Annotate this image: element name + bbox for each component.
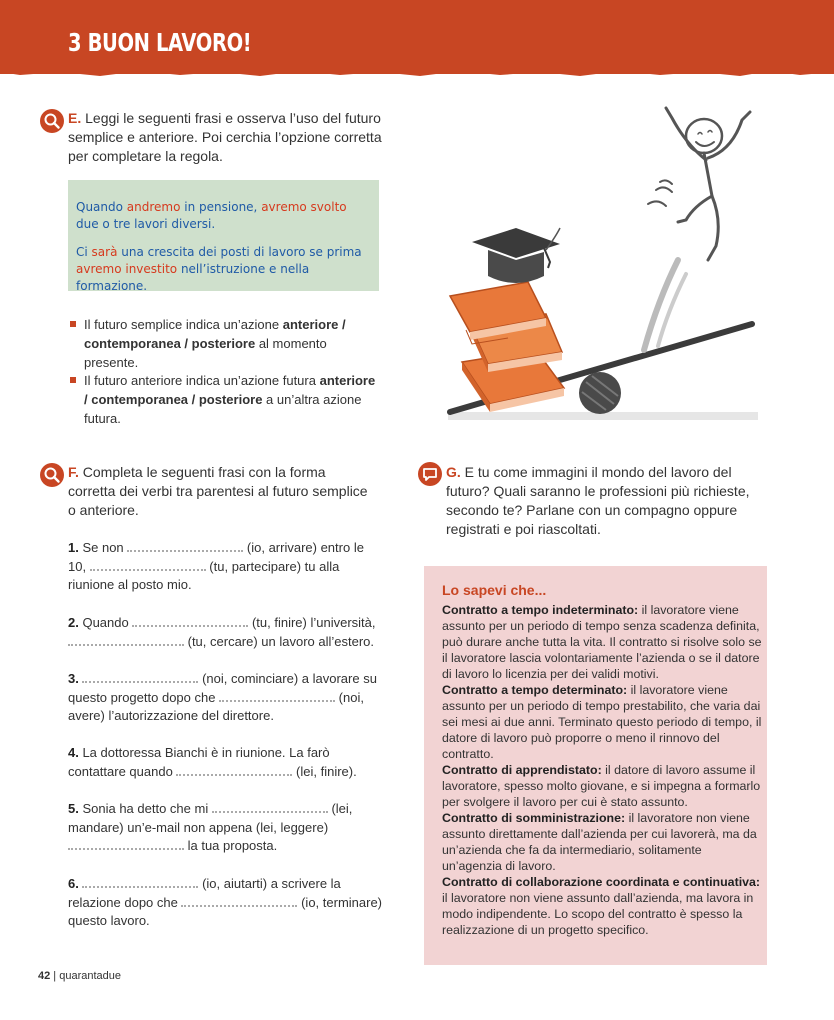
- answer-blank[interactable]: [68, 837, 184, 850]
- item-text: (io, aiutarti) a scrivere la relazione dopo che: [68, 876, 341, 910]
- answer-blank[interactable]: [90, 558, 206, 571]
- contract-term: Contratto a tempo indeterminato:: [442, 603, 639, 617]
- exercise-e-text: Leggi le seguenti frasi e osserva l’uso del futuro semplice e anteriore. Poi cerchia l’opzione corretta per completare la regola.: [68, 110, 382, 164]
- answer-blank[interactable]: [212, 800, 328, 813]
- item-text: (io, arrivare) entro le 10,: [68, 540, 364, 574]
- info-box-title: Lo sapevi che...: [442, 582, 547, 598]
- exercise-f-letter: F.: [68, 464, 79, 480]
- item-text: (io, terminare) questo lavoro.: [68, 894, 383, 929]
- exercise-item: [68, 670, 382, 726]
- bullet-marker: [70, 321, 76, 327]
- verb-highlight: sarà: [91, 245, 118, 259]
- exercise-e-instruction: [68, 109, 386, 166]
- sentence-text: in pensione,: [180, 200, 262, 214]
- sentence-text: una crescita dei posti di lavoro se prima: [117, 245, 362, 259]
- answer-blank[interactable]: [68, 633, 184, 646]
- exercise-item: [68, 539, 382, 595]
- item-text: Quando: [78, 615, 133, 630]
- contract-description: il lavoratore viene assunto per un periodo di tempo senza scadenza definita, può durare anche tutta la vita. Il contratto si risolve solo se il lavoratore lascia volontariamente l’azienda o se il datore di lavoro lo licenzia per dei validi motivi.: [442, 603, 762, 681]
- book-stack-icon: [450, 282, 564, 412]
- jumping-person-icon: [644, 108, 750, 350]
- bullet-marker: [70, 377, 76, 383]
- header-torn-edge: [0, 66, 834, 80]
- graduation-cap-icon: [472, 228, 560, 283]
- chapter-title: 3 BUON LAVORO!: [68, 28, 252, 57]
- exercise-g-text: E tu come immagini il mondo del lavoro del futuro? Quali saranno le professioni più richieste, secondo te? Parlane con un compagno oppure registrati e poi riascoltati.: [446, 464, 750, 537]
- item-text: (tu, cercare) un lavoro all’estero.: [184, 633, 375, 649]
- rule-text: Il futuro anteriore indica un’azione futura: [84, 373, 320, 388]
- item-text: (lei, mandare) un’e-mail non appena (lei, leggere): [68, 801, 353, 835]
- item-text: la tua proposta.: [184, 838, 278, 854]
- contract-term: Contratto di somministrazione:: [442, 811, 626, 825]
- exercise-f-text: Completa le seguenti frasi con la forma corretta dei verbi tra parentesi al futuro semplice o anteriore.: [68, 464, 368, 518]
- contract-description: il datore di lavoro assume il lavoratore, spesso molto giovane, e si impegna a formarlo per svolgere il lavoro per cui è stato assunto.: [442, 763, 761, 809]
- item-text: (noi, avere) l’autorizzazione del direttore.: [68, 689, 364, 724]
- item-number: 6.: [68, 876, 79, 891]
- contract-term: Contratto a tempo determinato:: [442, 683, 628, 697]
- answer-blank[interactable]: [127, 539, 243, 552]
- sentence-text: Ci: [76, 245, 92, 259]
- sentence-text: due o tre lavori diversi.: [76, 217, 216, 231]
- rule-text: Il futuro semplice indica un’azione: [84, 317, 283, 332]
- item-number: 4.: [68, 745, 79, 760]
- magnifier-icon: [40, 463, 64, 487]
- item-text: La dottoressa Bianchi è in riunione. La farò contattare quando: [68, 745, 330, 779]
- verb-highlight: avremo investito: [76, 262, 178, 276]
- item-number: 2.: [68, 615, 79, 630]
- answer-blank[interactable]: [219, 689, 335, 702]
- item-text: Sonia ha detto che mi: [78, 801, 212, 816]
- page-number-word: quarantadue: [59, 970, 122, 982]
- exercise-item: [68, 744, 382, 781]
- item-text: (noi, cominciare) a lavorare su questo progetto dopo che: [68, 671, 377, 705]
- item-number: 1.: [68, 540, 79, 555]
- sentence-text: nell’istruzione e nella formazione.: [76, 262, 310, 293]
- exercise-g-letter: G.: [446, 464, 461, 480]
- circle-options[interactable]: anteriore / contemporanea / posteriore: [84, 373, 376, 407]
- item-number: 5.: [68, 801, 79, 816]
- speech-bubble-icon: [418, 462, 442, 486]
- example-sentence: [76, 244, 372, 295]
- illustration-books-seesaw: [436, 100, 766, 430]
- info-box-text: [442, 602, 764, 938]
- contract-description: il lavoratore non viene assunto direttamente dall’azienda per cui lavorerà, ma da un’azienda che fa da intermediario, solitamente un’agenzia di lavoro.: [442, 811, 757, 873]
- answer-blank[interactable]: [82, 875, 198, 888]
- page-number: 42: [38, 970, 51, 982]
- exercise-item: [68, 875, 382, 931]
- exercise-item: [68, 614, 382, 651]
- verb-highlight: andremo: [126, 200, 181, 214]
- contract-term: Contratto di collaborazione coordinata e continuativa:: [442, 875, 761, 889]
- item-number: 3.: [68, 671, 79, 686]
- page-footer: [38, 970, 121, 982]
- answer-blank[interactable]: [181, 894, 297, 907]
- item-text: Se non: [78, 540, 128, 555]
- circle-options[interactable]: anteriore / contemporanea / posteriore: [84, 317, 346, 351]
- contract-description: il lavoratore viene assunto per un periodo di tempo prestabilito, che varia dai sei mesi ai due anni. Terminato questo periodo di tempo, il datore di lavoro può proporre o meno il rinnovo del contratto.: [442, 683, 762, 761]
- contract-description: il lavoratore non viene assunto dall’azienda, ma lavora in modo indipendente. Lo scopo del contratto è spesso la realizzazione di un progetto specifico.: [442, 891, 754, 937]
- sentence-text: Quando: [76, 200, 127, 214]
- grammar-rule: [84, 315, 380, 372]
- answer-blank[interactable]: [132, 614, 248, 627]
- exercise-g-instruction: [446, 463, 768, 539]
- example-sentences-box: [68, 180, 379, 291]
- footer-separator: |: [50, 970, 60, 982]
- rule-text: al momento presente.: [84, 336, 327, 370]
- answer-blank[interactable]: [82, 670, 198, 683]
- exercise-item: [68, 800, 382, 856]
- magnifier-icon: [40, 109, 64, 133]
- item-text: (lei, finire).: [292, 763, 357, 779]
- contract-term: Contratto di apprendistato:: [442, 763, 602, 777]
- item-text: (tu, finire) l’università,: [248, 615, 376, 630]
- verb-highlight: avremo svolto: [261, 200, 347, 214]
- exercise-e-letter: E.: [68, 110, 82, 126]
- exercise-f-instruction: [68, 463, 368, 520]
- answer-blank[interactable]: [176, 763, 292, 776]
- grammar-rule: [84, 371, 380, 428]
- rule-text: a un’altra azione futura.: [84, 392, 362, 426]
- item-text: (tu, partecipare) tu alla riunione al posto mio.: [68, 558, 340, 593]
- example-sentence: [76, 199, 372, 233]
